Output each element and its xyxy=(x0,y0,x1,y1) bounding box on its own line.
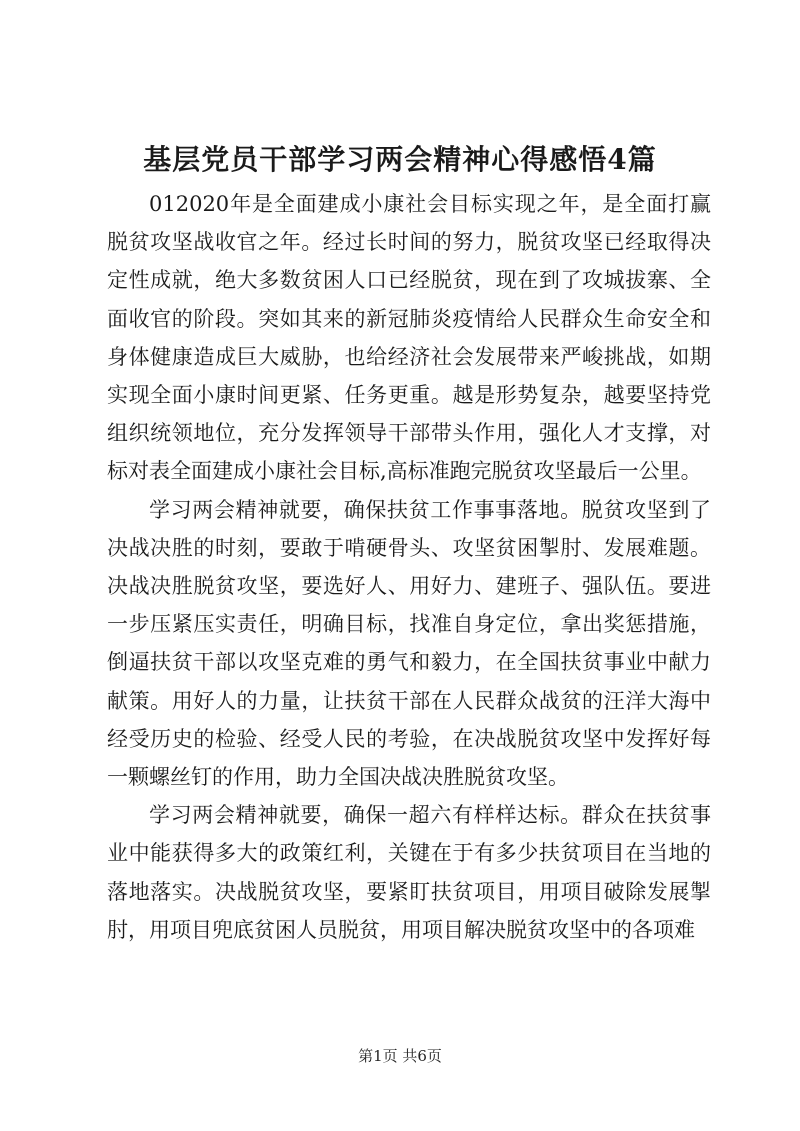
paragraph-1: 012020年是全面建成小康社会目标实现之年，是全面打赢脱贫攻坚战收官之年。经过长时间的努力，脱贫攻坚已经取得决定性成就，绝大多数贫困人口已经脱贫，现在到了攻城拔寨、全面收官的阶段。突如其来的新冠肺炎疫情给人民群众生命安全和身体健康造成巨大威胁，也给经济社会发展带来严峻挑战，如期实现全面小康时间更紧、任务更重。越是形势复杂，越要坚持党组织统领地位，充分发挥领导干部带头作用，强化人才支撑，对标对表全面建成小康社会目标,高标准跑完脱贫攻坚最后一公里。 xyxy=(107,192,711,484)
page-number: 第1页 xyxy=(358,1047,398,1065)
page-total: 共6页 xyxy=(402,1047,442,1065)
document-title: 基层党员干部学习两会精神心得感悟4篇 xyxy=(143,143,657,176)
paragraph-3: 学习两会精神就要，确保一超六有样样达标。群众在扶贫事业中能获得多大的政策红利，关键在于有多少扶贫项目在当地的落地落实。决战脱贫攻坚，要紧盯扶贫项目，用项目破除发展掣肘，用项目兜底贫困人员脱贫，用项目解决脱贫攻坚中的各项难 xyxy=(107,803,711,942)
page-footer xyxy=(0,1045,800,1067)
document-body xyxy=(107,185,711,949)
paragraph-2: 学习两会精神就要，确保扶贫工作事事落地。脱贫攻坚到了决战决胜的时刻，要敢于啃硬骨头、攻坚贫困掣肘、发展难题。决战决胜脱贫攻坚，要选好人、用好力、建班子、强队伍。要进一步压紧压实责任，明确目标，找准自身定位，拿出奖惩措施，倒逼扶贫干部以攻坚克难的勇气和毅力，在全国扶贫事业中献力献策。用好人的力量，让扶贫干部在人民群众战贫的汪洋大海中经受历史的检验、经受人民的考验，在决战脱贫攻坚中发挥好每一颗螺丝钉的作用，助力全国决战决胜脱贫攻坚。 xyxy=(107,497,711,790)
